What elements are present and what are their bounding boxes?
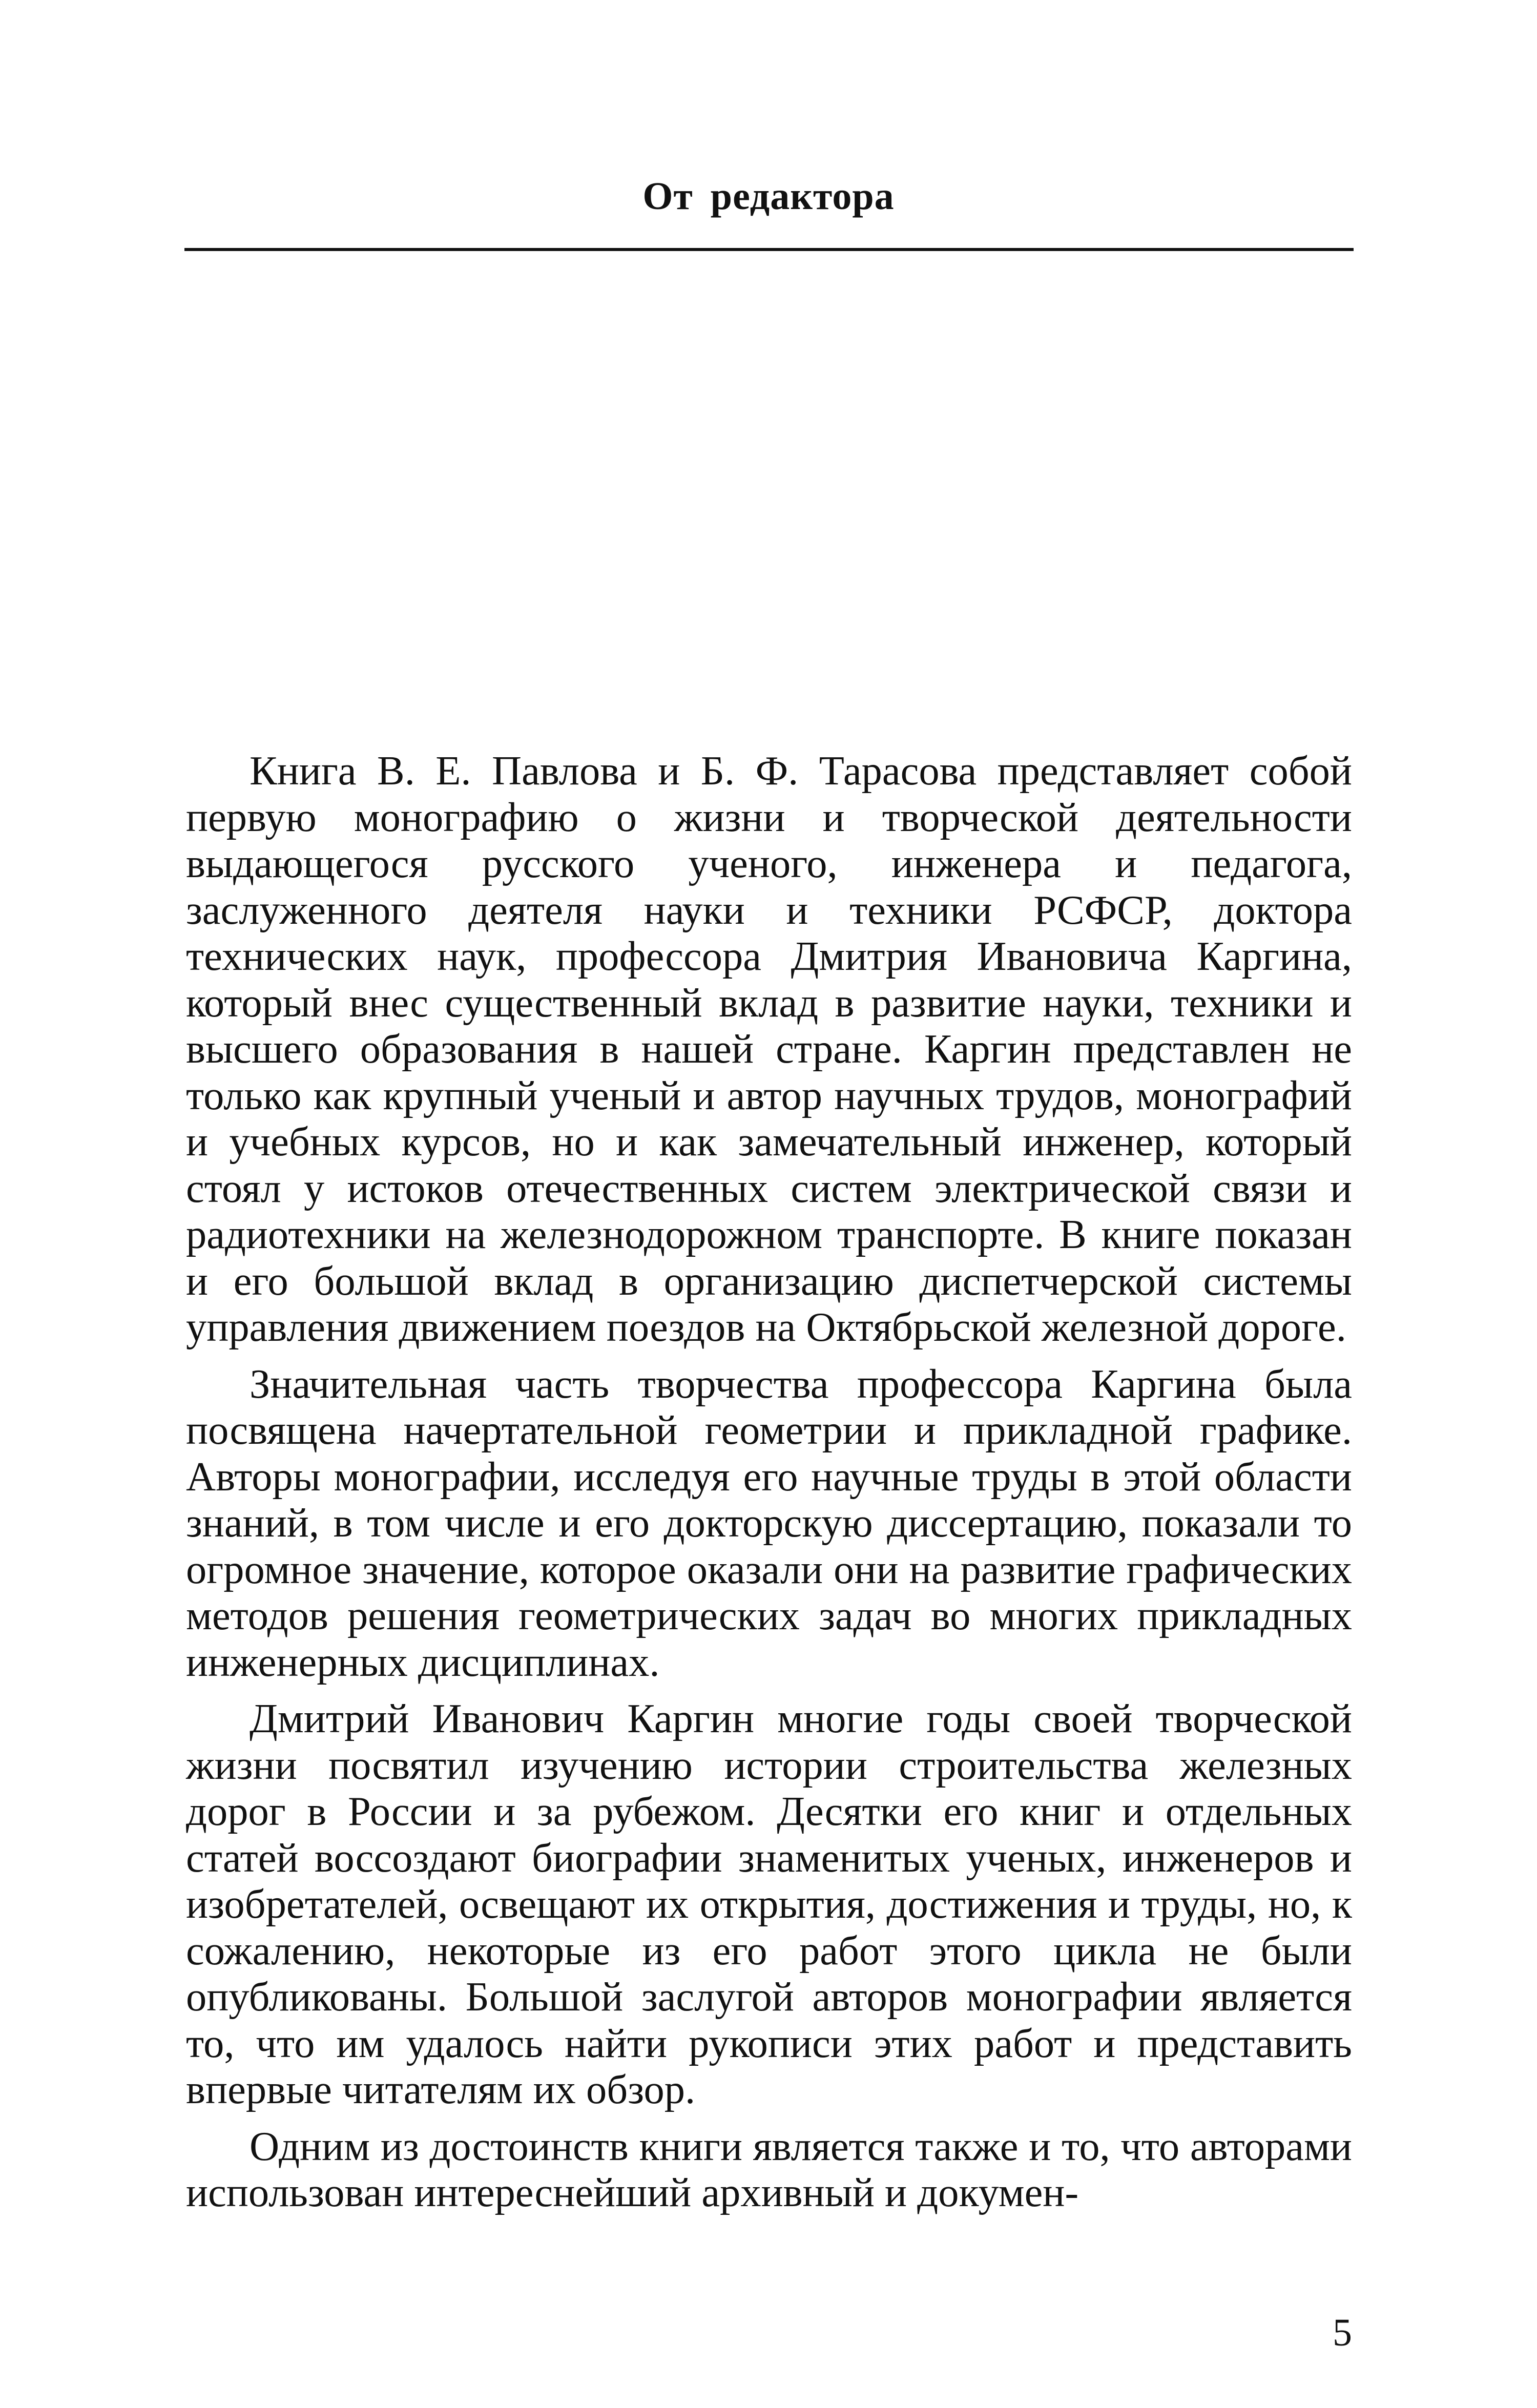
paragraph-2: Значительная часть творчества профессора Каргина была посвящена начертательной геометрии и прикладной графике. Авторы монографии, исследуя его научные труды в этой области знаний, в том числе и его докторскую диссертацию, показали то огромное значение, которое оказали они на развитие графических методов решения геометрических задач во многих прикладных инженерных дисциплинах.	[186, 1361, 1352, 1685]
page-title: От редактора	[642, 175, 895, 218]
heading-rule	[184, 248, 1354, 251]
paragraph-4: Одним из достоинств книги является также и то, что авторами использован интереснейший архивный и докумен-	[186, 2123, 1352, 2215]
page-number: 5	[1333, 2311, 1352, 2354]
paragraph-3: Дмитрий Иванович Каргин многие годы своей творческой жизни посвятил изучению истории строительства железных дорог в России и за рубежом. Десятки его книг и отдельных статей воссоздают биографии знаменитых ученых, инженеров и изобретателей, освещают их открытия, достижения и труды, но, к сожалению, некоторые из его работ этого цикла не были опубликованы. Большой заслугой авторов монографии является то, что им удалось найти рукописи этих работ и представить впервые читателям их обзор.	[186, 1696, 1352, 2112]
body-text	[186, 748, 1352, 2216]
paragraph-1: Книга В. Е. Павлова и Б. Ф. Тарасова представляет собой первую монографию о жизни и творческой деятельности выдающегося русского ученого, инженера и педагога, заслуженного деятеля науки и техники РСФСР, доктора технических наук, профессора Дмитрия Ивановича Каргина, который внес существенный вклад в развитие науки, техники и высшего образования в нашей стране. Каргин представлен не только как крупный ученый и автор научных трудов, монографий и учебных курсов, но и как замечательный инженер, который стоял у истоков отечественных систем электрической связи и радиотехники на железнодорожном транспорте. В книге показан и его большой вклад в организацию диспетчерской системы управления движением поездов на Октябрьской железной дороге.	[186, 748, 1352, 1350]
